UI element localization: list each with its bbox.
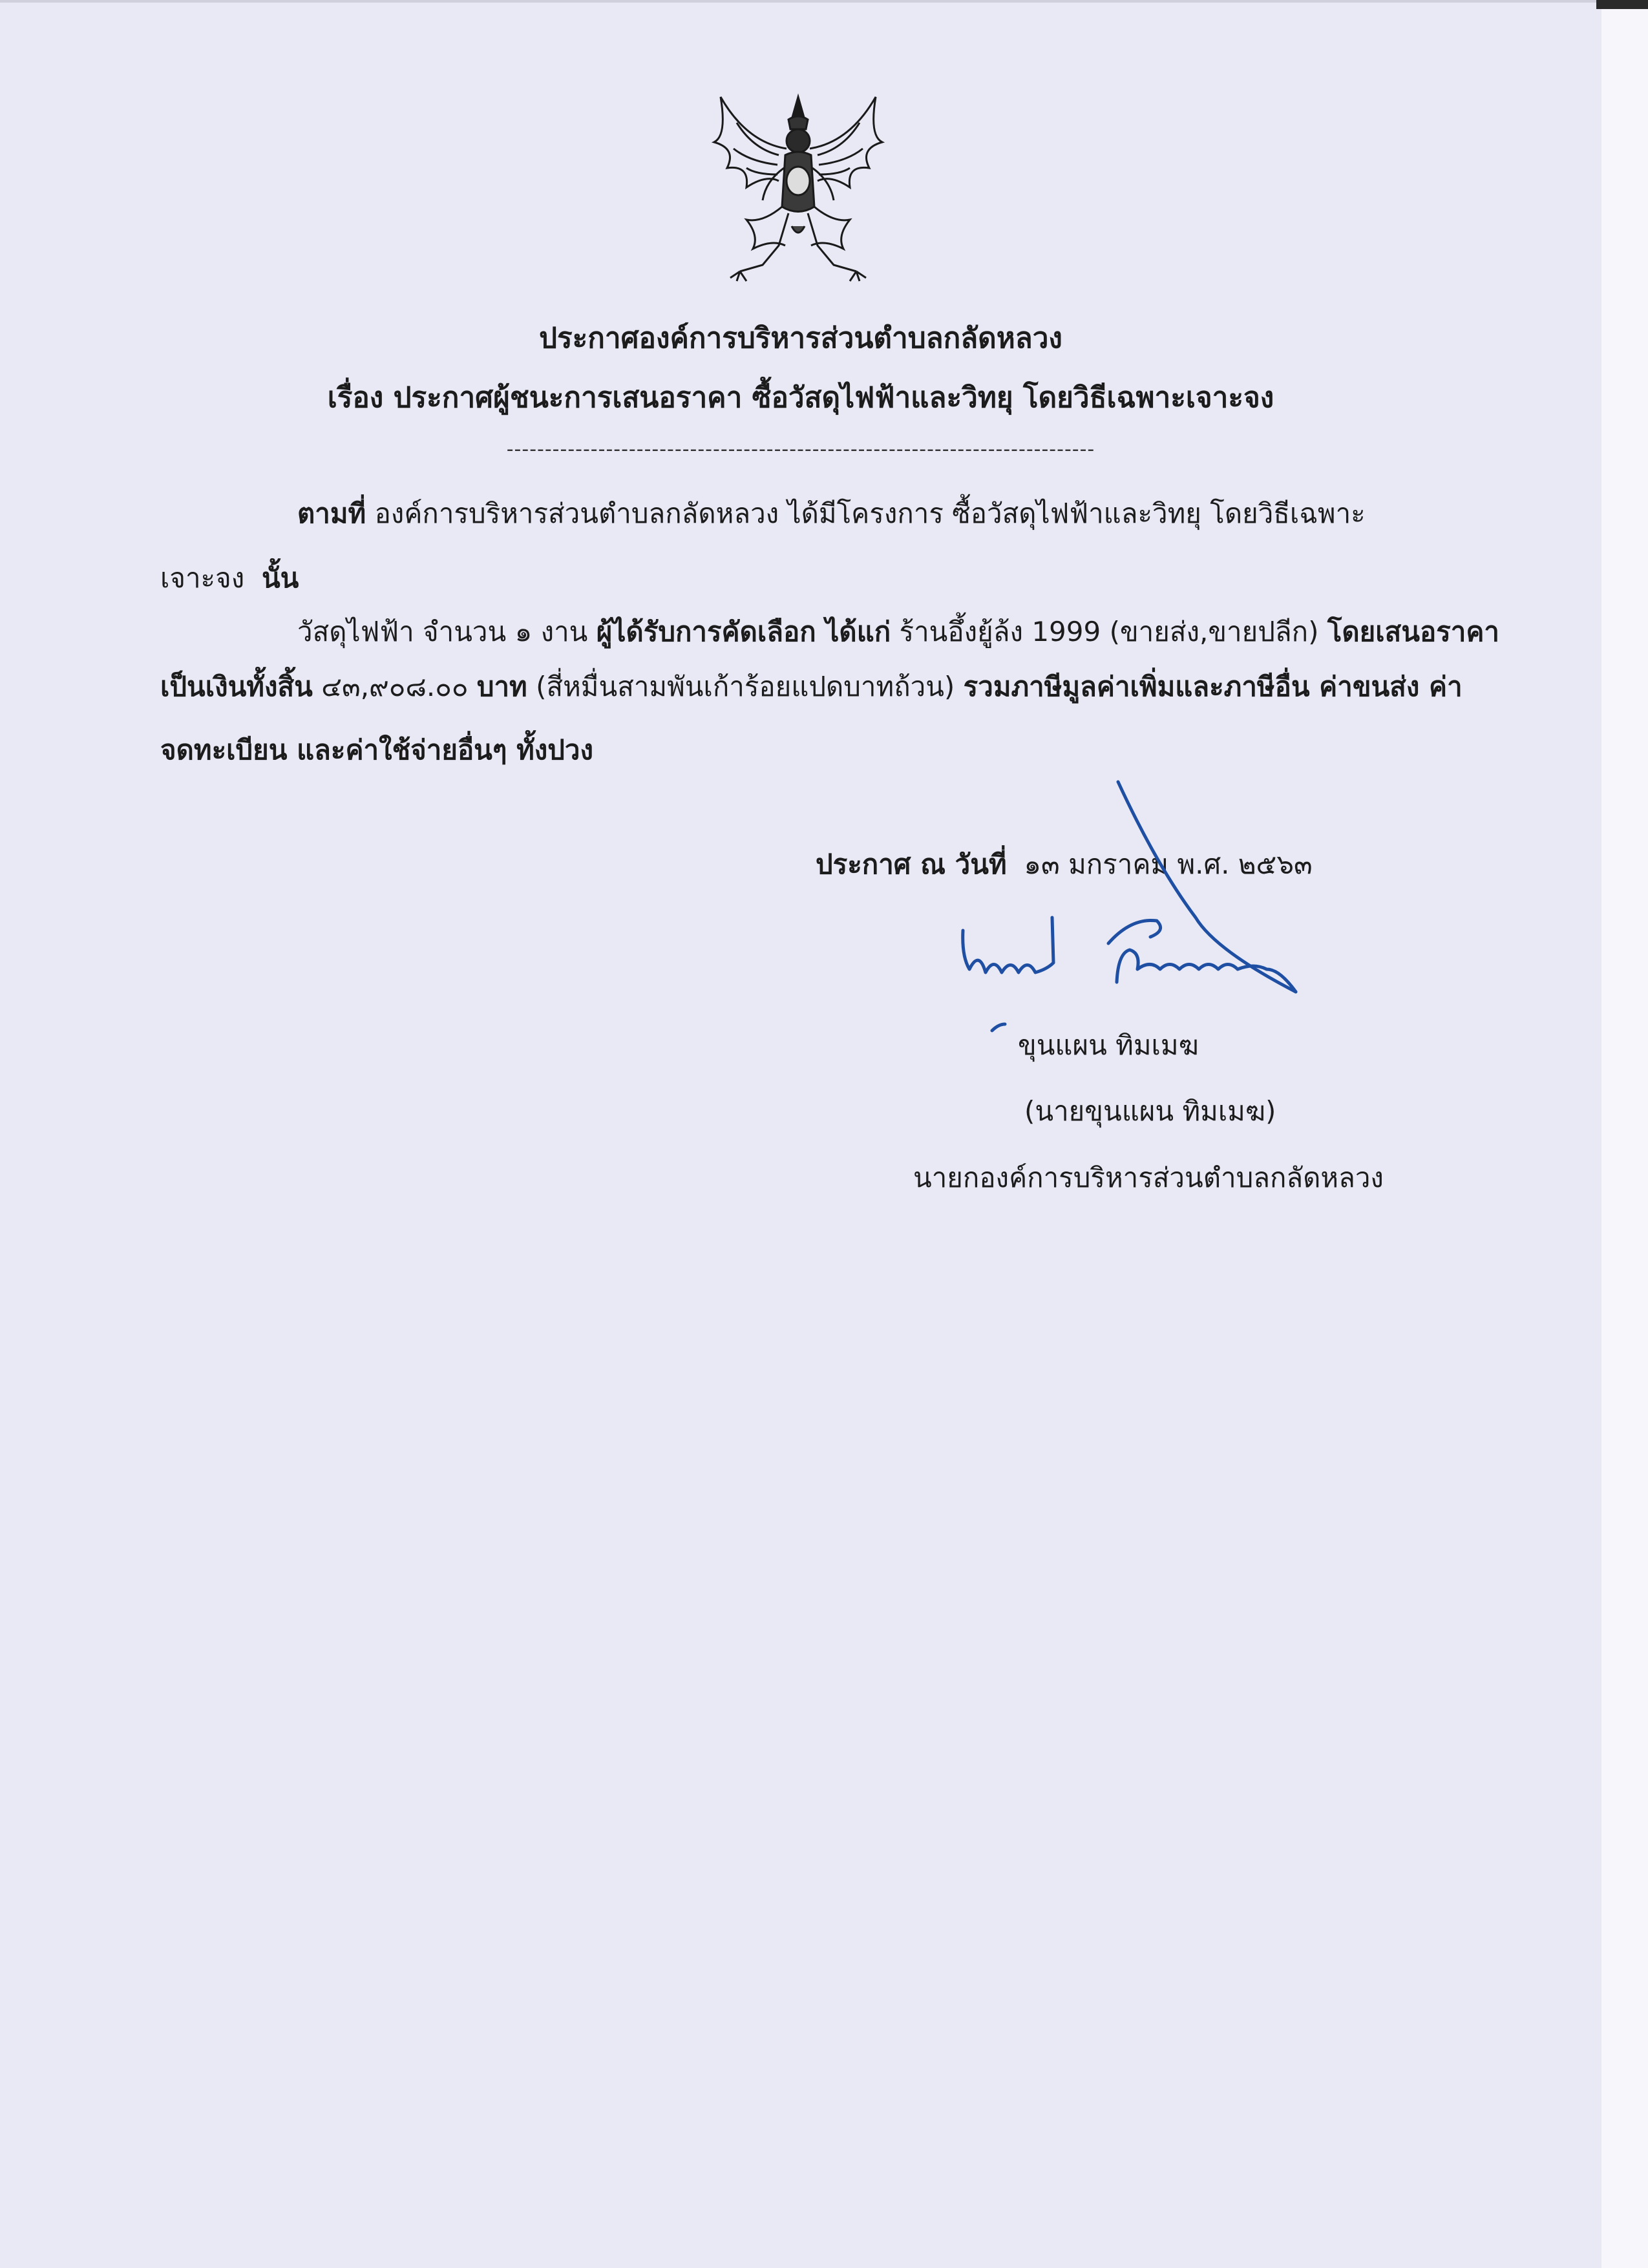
p3-a: เป็นเงินทั้งสิ้น [160,671,313,702]
paragraph-2-line-2 [160,666,1463,708]
signer-position: นายกองค์การบริหารส่วนตำบลกลัดหลวง [913,1162,1384,1193]
p3-b: ๔๓,๙๐๘.๐๐ [312,671,477,702]
scan-corner-mark [1596,0,1648,9]
p3-e: รวมภาษีมูลค่าเพิ่มและภาษีอื่น ค่าขนส่ง ค่า [963,671,1463,702]
scan-edge [1601,0,1648,2268]
p2-a: วัสดุไฟฟ้า จำนวน ๑ งาน [297,616,597,647]
paragraph-1-line-1 [297,492,1366,535]
announcement-subject: เรื่อง ประกาศผู้ชนะการเสนอราคา ซื้อวัสดุไฟฟ้าและวิทยุ โดยวิธีเฉพาะเจาะจง [327,381,1274,414]
p1-cont: เจาะจง [160,562,245,594]
signature [944,775,1305,1047]
p4-a: จดทะเบียน และค่าใช้จ่ายอื่นๆ ทั้งปวง [160,734,594,766]
p1-end: นั้น [261,562,299,594]
paragraph-2-line-3 [160,729,593,772]
p2-d: โดยเสนอราคา [1327,616,1500,647]
paragraph-2-line-1 [297,611,1499,653]
p2-b: ผู้ได้รับการคัดเลือก ได้แก่ [596,616,891,647]
p1-lead: ตามที่ [297,498,366,529]
paragraph-1-line-2 [160,557,299,600]
date-value: ๑๓ มกราคม พ.ศ. ๒๕๖๓ [1024,848,1313,880]
p3-c: บาท [476,671,527,702]
p3-d: (สี่หมื่นสามพันเก้าร้อยแปดบาทถ้วน) [527,671,964,702]
p1-text: องค์การบริหารส่วนตำบลกลัดหลวง ได้มีโครงการ ซื้อวัสดุไฟฟ้าและวิทยุ โดยวิธีเฉพาะ [366,498,1366,529]
title-divider: ----------------------------------------------------------------------------- [506,438,1095,461]
scan-top-edge [0,0,1596,3]
p2-c: ร้านอึ้งยู้ล้ง 1999 (ขายส่ง,ขายปลีก) [891,616,1327,647]
announcement-title: ประกาศองค์การบริหารส่วนตำบลกลัดหลวง [539,322,1062,355]
garuda-emblem-icon [701,84,895,297]
signer-full-name: (นายขุนแผน ทิมเมฆ) [1024,1095,1276,1127]
signer-name: ขุนแผน ทิมเมฆ [1018,1029,1199,1061]
date-label: ประกาศ ณ วันที่ [816,848,1007,880]
